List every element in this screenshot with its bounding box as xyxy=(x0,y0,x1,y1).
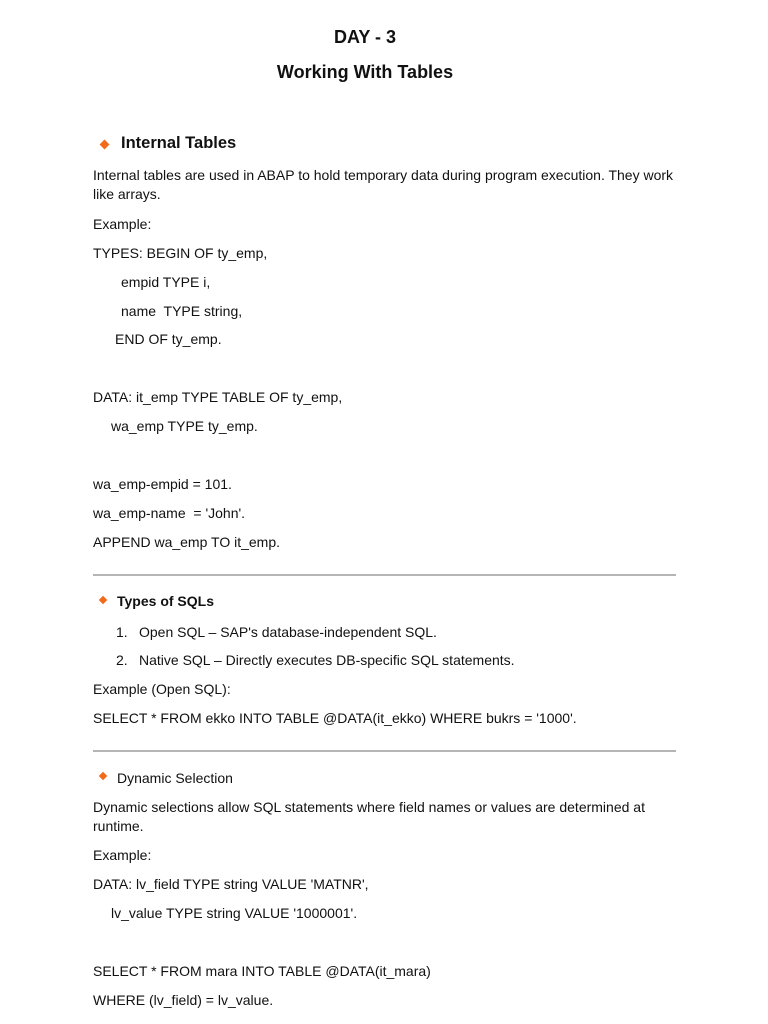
code-line: TYPES: BEGIN OF ty_emp, xyxy=(93,245,268,261)
code-line: SELECT * FROM mara INTO TABLE @DATA(it_mara) xyxy=(93,963,431,979)
section-heading-dynamic-selection: Dynamic Selection xyxy=(117,770,233,786)
code-line: DATA: lv_field TYPE string VALUE 'MATNR', xyxy=(93,876,369,892)
page-subtitle: Working With Tables xyxy=(276,62,454,82)
internal-tables-description: Internal tables are used in ABAP to hold temporary data during program execution. They work like arrays. xyxy=(93,167,674,202)
example-label: Example (Open SQL): xyxy=(93,681,231,697)
list-item-number: 1. xyxy=(116,624,128,640)
section-heading-internal-tables: Internal Tables xyxy=(121,134,237,152)
section-divider xyxy=(93,574,676,576)
diamond-bullet-icon xyxy=(99,772,107,780)
diamond-bullet-icon xyxy=(99,596,107,604)
example-label: Example: xyxy=(93,847,152,863)
diamond-bullet-icon xyxy=(100,140,110,150)
code-line: name TYPE string, xyxy=(121,303,243,319)
code-line: lv_value TYPE string VALUE '1000001'. xyxy=(111,905,358,921)
code-line: APPEND wa_emp TO it_emp. xyxy=(93,534,281,550)
code-line: empid TYPE i, xyxy=(121,274,211,290)
list-item: Open SQL – SAP's database-independent SQL. xyxy=(139,624,437,640)
list-item-number: 2. xyxy=(116,652,128,668)
code-line: WHERE (lv_field) = lv_value. xyxy=(93,992,274,1008)
list-item: Native SQL – Directly executes DB-specific SQL statements. xyxy=(139,652,515,668)
code-line: wa_emp-name = 'John'. xyxy=(93,505,246,521)
example-label: Example: xyxy=(93,216,152,232)
code-line: SELECT * FROM ekko INTO TABLE @DATA(it_ekko) WHERE bukrs = '1000'. xyxy=(93,710,577,726)
code-line: wa_emp TYPE ty_emp. xyxy=(111,418,258,434)
code-line: DATA: it_emp TYPE TABLE OF ty_emp, xyxy=(93,389,343,405)
code-line: END OF ty_emp. xyxy=(115,331,222,347)
dynamic-selection-description: Dynamic selections allow SQL statements where field names or values are determined at runtime. xyxy=(93,799,645,834)
code-line: wa_emp-empid = 101. xyxy=(93,476,232,492)
section-heading-types-of-sqls: Types of SQLs xyxy=(117,593,214,609)
page-title: DAY - 3 xyxy=(333,27,397,47)
section-divider xyxy=(93,750,676,752)
